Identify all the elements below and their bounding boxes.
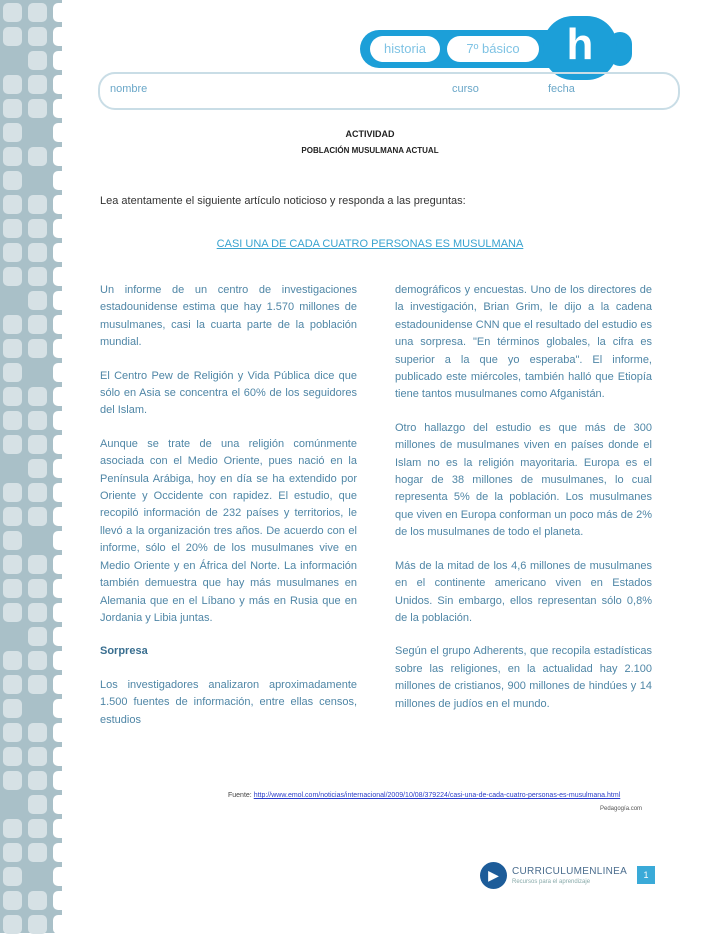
paragraph: Un informe de un centro de investigaciones estadounidense estima que hay 1.570 millones de musulmanes, casi la cuarta parte de la población mundial. [100, 284, 357, 349]
paragraph: Según el grupo Adherents, que recopila estadísticas sobre las religiones, en la actualidad hay 2.100 millones de cristianos, 900 millones de hindúes y 14 millones de judíos en el mundo. [395, 645, 652, 710]
strip-tile [3, 507, 22, 526]
strip-tile [53, 603, 72, 622]
strip-tile [53, 3, 72, 22]
strip-tile [3, 267, 22, 286]
paragraph: demográficos y encuestas. Uno de los directores de la investigación, Brian Grim, le dijo a la cadena estadounidense CNN que el resultado del estudio es una sorpresa. "En términos globales, la cifra es superior a la que yo esperaba". El informe, publicado este miércoles, también halló que Etiopía tiene tantos musulmanes como Afganistán. [395, 284, 652, 401]
strip-tile [53, 363, 72, 382]
activity-title: ACTIVIDAD [345, 129, 395, 139]
strip-tile [53, 699, 72, 718]
strip-tile [3, 387, 22, 406]
strip-tile [3, 699, 22, 718]
source-note: Pedagogía.com [600, 806, 643, 812]
source-line [228, 792, 620, 799]
page-number: 1 [637, 866, 655, 884]
strip-tile [53, 339, 72, 358]
strip-tile [28, 723, 47, 742]
strip-tile [53, 507, 72, 526]
strip-tile [28, 459, 47, 478]
strip-tile [53, 435, 72, 454]
strip-tile [3, 603, 22, 622]
strip-tile [3, 819, 22, 838]
paragraph: Más de la mitad de los 4,6 millones de musulmanes en el continente americano viven en Estados Unidos. Sin embargo, ellos representan sólo 0,8% de la población. [395, 559, 652, 624]
strip-tile [3, 675, 22, 694]
article-headline[interactable]: CASI UNA DE CADA CUATRO PERSONAS ES MUSULMANA [216, 238, 524, 250]
strip-tile [53, 27, 72, 46]
strip-tile [53, 555, 72, 574]
strip-tile [3, 747, 22, 766]
strip-tile [28, 51, 47, 70]
strip-tile [28, 795, 47, 814]
left-column [100, 282, 357, 745]
strip-tile [53, 627, 72, 646]
strip-tile [53, 219, 72, 238]
date-label: fecha [548, 83, 575, 95]
strip-tile [3, 867, 22, 886]
strip-tile [53, 195, 72, 214]
strip-tile [28, 603, 47, 622]
strip-tile [3, 531, 22, 550]
curriculum-logo [480, 862, 628, 892]
paragraph: Los investigadores analizaron aproximadamente 1.500 fuentes de información, entre ellas censos, estudios [100, 678, 357, 726]
strip-tile [53, 99, 72, 118]
strip-tile [3, 171, 22, 190]
strip-tile [28, 387, 47, 406]
strip-tile [28, 99, 47, 118]
strip-tile [3, 411, 22, 430]
strip-tile [3, 219, 22, 238]
strip-tile [28, 75, 47, 94]
subheading: Sorpresa [100, 645, 148, 658]
strip-tile [28, 747, 47, 766]
strip-tile [28, 339, 47, 358]
strip-tile [3, 483, 22, 502]
strip-tile [53, 291, 72, 310]
strip-tile [3, 891, 22, 910]
strip-tile [28, 267, 47, 286]
strip-tile [3, 651, 22, 670]
strip-tile [53, 675, 72, 694]
strip-tile [28, 843, 47, 862]
strip-tile [53, 867, 72, 886]
strip-tile [28, 651, 47, 670]
strip-tile [28, 195, 47, 214]
subject-tag: historia [370, 36, 440, 62]
play-icon: ▶ [480, 862, 507, 889]
strip-tile [28, 771, 47, 790]
strip-tile [53, 819, 72, 838]
grade-tag: 7º básico [447, 36, 539, 62]
strip-tile [28, 579, 47, 598]
source-label: Fuente: [228, 792, 252, 799]
strip-tile [3, 27, 22, 46]
strip-tile [53, 75, 72, 94]
strip-tile [3, 339, 22, 358]
strip-tile [3, 771, 22, 790]
strip-tile [3, 723, 22, 742]
course-label: curso [452, 83, 479, 95]
strip-tile [28, 291, 47, 310]
strip-tile [53, 771, 72, 790]
strip-tile [53, 171, 72, 190]
strip-tile [28, 315, 47, 334]
strip-tile [53, 651, 72, 670]
strip-tile [28, 555, 47, 574]
strip-tile [28, 435, 47, 454]
strip-tile [53, 51, 72, 70]
paragraph: El Centro Pew de Religión y Vida Pública dice que sólo en Asia se concentra el 60% de los seguidores del Islam. [100, 369, 357, 417]
activity-subtitle: POBLACIÓN MUSULMANA ACTUAL [301, 146, 439, 155]
strip-tile [28, 891, 47, 910]
strip-tile [53, 915, 72, 934]
strip-tile [3, 99, 22, 118]
strip-tile [28, 819, 47, 838]
strip-tile [28, 411, 47, 430]
strip-tile [3, 363, 22, 382]
strip-tile [3, 915, 22, 934]
source-link[interactable]: http://www.emol.com/noticias/internacional/2009/10/08/379224/casi-una-de-cada-cuatro-personas-es-musulmana.html [253, 792, 621, 799]
strip-tile [28, 675, 47, 694]
strip-tile [3, 75, 22, 94]
subject-logo: h [543, 16, 617, 80]
paragraph: Otro hallazgo del estudio es que más de 300 millones de musulmanes viven en países donde el Islam no es la religión mayoritaria. Europa es el hogar de 38 millones de musulmanes, lo cual representa 5% de la población. Los musulmanes que viven en Europa conforman un poco más de 2% de los musulmanes de todo el planeta. [395, 421, 652, 539]
instruction-text: Lea atentamente el siguiente artículo noticioso y responda a las preguntas: [100, 195, 466, 207]
strip-tile [28, 483, 47, 502]
strip-tile [53, 483, 72, 502]
strip-tile [53, 315, 72, 334]
strip-tile [53, 531, 72, 550]
strip-tile [53, 267, 72, 286]
strip-tile [53, 843, 72, 862]
student-info-box [98, 72, 680, 110]
strip-tile [3, 315, 22, 334]
right-column [395, 282, 652, 729]
name-label: nombre [110, 83, 148, 95]
logo-name: CURRICULUMENLINEA [512, 866, 628, 877]
strip-tile [3, 555, 22, 574]
strip-tile [53, 579, 72, 598]
strip-tile [28, 219, 47, 238]
strip-tile [3, 435, 22, 454]
paragraph: Aunque se trate de una religión comúnmente asociada con el Medio Oriente, pues nació en la Península Arábiga, hoy en día se ha extendido por Oriente y Occidente con rapidez. El estudio, que recopiló información de 232 países y territorios, le llevó a la organización tres años. De acuerdo con el informe, sólo el 20% de los musulmanes vive en Medio Oriente y en África del Norte. La información también demuestra que hay más musulmanes en Alemania que en el Líbano y más en Rusia que en Jordania y Libia juntas. [100, 437, 357, 624]
strip-tile [28, 27, 47, 46]
strip-tile [3, 843, 22, 862]
strip-tile [53, 891, 72, 910]
strip-tile [3, 3, 22, 22]
logo-tagline: Recursos para el aprendizaje [512, 879, 591, 885]
strip-tile [53, 747, 72, 766]
strip-tile [53, 387, 72, 406]
strip-tile [3, 579, 22, 598]
strip-tile [28, 507, 47, 526]
strip-tile [53, 459, 72, 478]
strip-tile [53, 411, 72, 430]
strip-tile [53, 795, 72, 814]
strip-tile [3, 195, 22, 214]
strip-tile [28, 3, 47, 22]
strip-tile [28, 915, 47, 934]
strip-tile [28, 627, 47, 646]
decorative-side-strip [0, 0, 62, 933]
strip-tile [53, 723, 72, 742]
